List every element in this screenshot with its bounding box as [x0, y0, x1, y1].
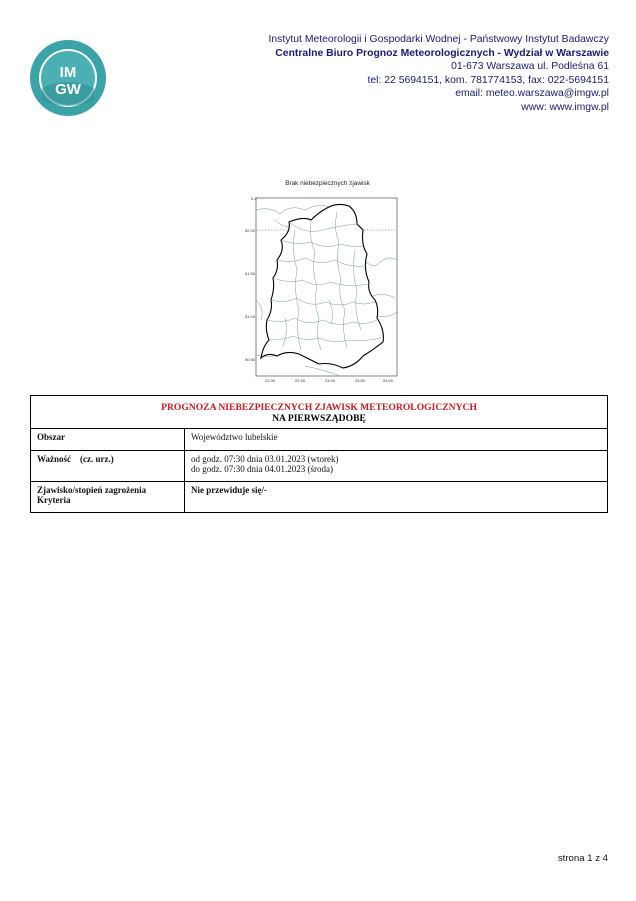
header-phone: tel: 22 5694151, kom. 781774153, fax: 022-5694151 [367, 74, 609, 86]
area-value: Województwo lubelskie [185, 429, 608, 451]
validity-value [185, 451, 608, 482]
y-tick-label: 52.00 [245, 228, 256, 233]
x-tick-label: 22.00 [265, 378, 276, 383]
forecast-title-row [31, 396, 608, 429]
x-tick-label: 24.00 [383, 378, 394, 383]
header-website: www: www.imgw.pl [521, 101, 609, 113]
institute-header [268, 33, 609, 115]
area-row [31, 429, 608, 451]
validity-row [31, 451, 608, 482]
map-x-tick-labels [265, 378, 394, 383]
validity-to: do godz. 07:30 dnia 04.01.2023 (środa) [191, 464, 333, 474]
forecast-table [30, 395, 608, 513]
phenomenon-label-cell [31, 482, 185, 513]
logo-text-bottom: GW [55, 81, 81, 98]
page-number: strona 1 z 4 [557, 853, 608, 864]
warning-map [245, 178, 410, 390]
y-tick-label: 51.50 [245, 271, 256, 276]
criteria-label: Kryteria [37, 495, 71, 505]
forecast-title: PROGNOZA NIEBEZPIECZNYCH ZJAWISK METEOROLOGICZNYCH [161, 402, 477, 413]
y-tick-label: 51.00 [245, 314, 256, 319]
x-tick-label: 22.50 [295, 378, 306, 383]
y-tick-label: 50.50 [245, 357, 256, 362]
header-email: email: meteo.warszawa@imgw.pl [455, 88, 609, 100]
x-tick-label: 23.50 [355, 378, 366, 383]
header-institute-name: Instytut Meteorologii i Gospodarki Wodnej - Państwowy Instytut Badawczy [268, 34, 609, 45]
phenomenon-row [31, 482, 608, 513]
validity-from: od godz. 07:30 dnia 03.01.2023 (wtorek) [191, 454, 339, 464]
map-corner-label: 0.2 [251, 196, 257, 201]
header-department: Centralne Biuro Prognoz Meteorologicznych - Wydział w Warszawie [275, 47, 609, 59]
validity-label: Ważność (cz. urz.) [31, 451, 185, 482]
forecast-subtitle: NA PIERWSZĄDOBĘ [272, 413, 366, 424]
area-label: Obszar [31, 429, 185, 451]
map-figure [245, 190, 410, 390]
phenomenon-label: Zjawisko/stopień zagrożenia [37, 485, 147, 495]
header-address: 01-673 Warszawa ul. Podleśna 61 [451, 61, 609, 73]
phenomenon-value: Nie przewiduje się/- [185, 482, 608, 513]
map-title: Brak niebezpiecznych zjawisk [285, 180, 370, 187]
x-tick-label: 23.00 [325, 378, 336, 383]
imgw-logo [28, 38, 108, 118]
logo-text-top: IM [59, 64, 77, 81]
map-y-tick-labels [245, 228, 256, 362]
